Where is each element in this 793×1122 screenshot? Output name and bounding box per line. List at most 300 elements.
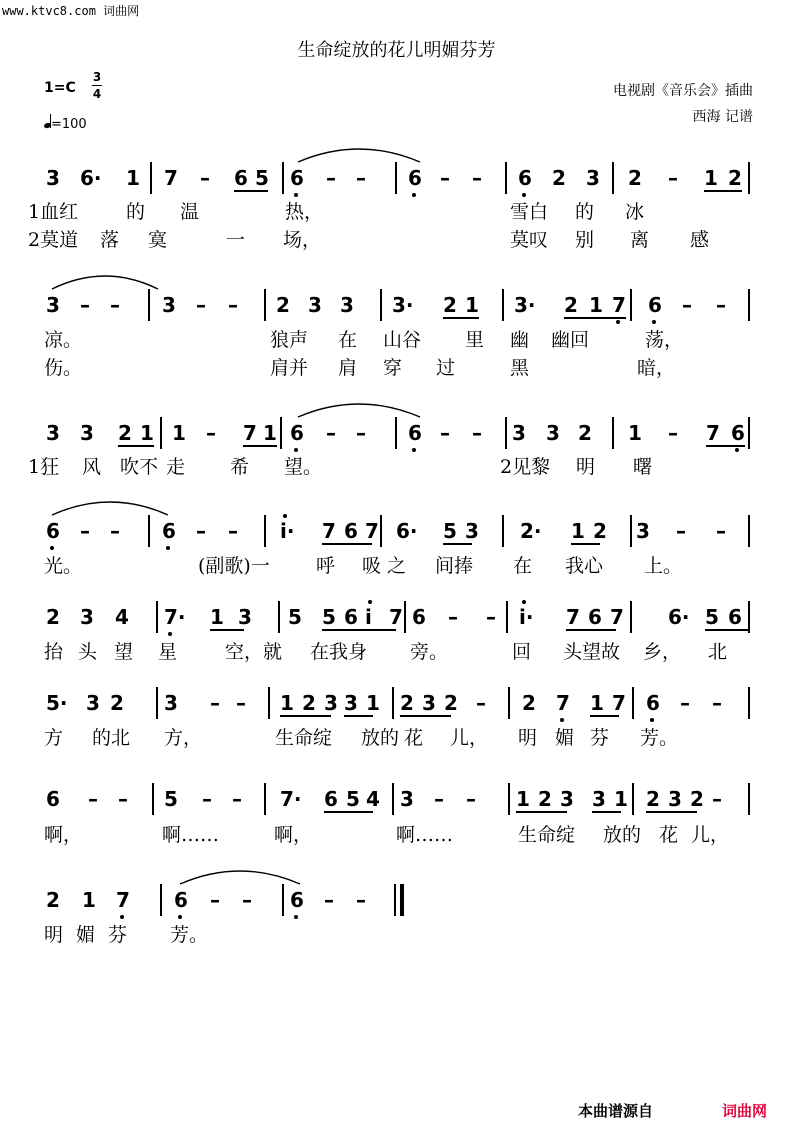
- note: 6: [46, 519, 60, 543]
- note: 7: [116, 888, 130, 912]
- tie-arc: [52, 276, 158, 289]
- note: –: [206, 421, 216, 445]
- note: 2: [578, 421, 592, 445]
- note: 6: [344, 519, 358, 543]
- bar-line: [392, 687, 394, 719]
- lyric-syllable: 明: [518, 727, 538, 749]
- note: 6: [648, 293, 662, 317]
- note: –: [196, 519, 206, 543]
- note: –: [440, 421, 450, 445]
- lyric-syllable: 媚: [76, 924, 96, 946]
- note: 3: [46, 421, 60, 445]
- bar-line: [748, 417, 750, 449]
- meter-bottom: 4: [92, 87, 102, 101]
- note: 3: [46, 293, 60, 317]
- bar-line: [156, 687, 158, 719]
- lyric-syllable: 莫叹: [510, 229, 549, 251]
- bar-line: [380, 289, 382, 321]
- note: –: [80, 293, 90, 317]
- note: 6: [290, 421, 304, 445]
- lyric-syllable: 啊……: [396, 824, 454, 846]
- note: 2: [443, 293, 457, 317]
- lyric-syllable: 一: [226, 229, 246, 251]
- lyric-syllable: 媚: [555, 727, 575, 749]
- lyric-syllable: 芳。: [640, 727, 679, 749]
- beam-underline: [344, 715, 373, 717]
- low-octave-dot: [120, 915, 124, 919]
- note: –: [88, 787, 98, 811]
- bar-line: [150, 162, 152, 194]
- lyric-syllable: 幽回: [551, 329, 590, 351]
- lyric-syllable: 2莫道: [28, 229, 79, 251]
- lyric-syllable: 场，: [283, 229, 322, 251]
- beam-underline: [706, 445, 745, 447]
- lyric-syllable: 2见黎: [500, 456, 551, 478]
- beam-underline: [118, 445, 154, 447]
- bar-line: [380, 515, 382, 547]
- high-octave-dot: [368, 600, 372, 604]
- note: 1: [590, 691, 604, 715]
- lyric-syllable: 落: [100, 229, 120, 251]
- bar-line: [280, 417, 282, 449]
- note: 3: [400, 787, 414, 811]
- note: 7: [389, 605, 403, 629]
- note: 2: [552, 166, 566, 190]
- lyric-syllable: 热，: [285, 201, 324, 223]
- beam-underline: [571, 543, 600, 545]
- note: 5: [164, 787, 178, 811]
- note: –: [200, 166, 210, 190]
- bar-line: [508, 687, 510, 719]
- low-octave-dot: [294, 448, 298, 452]
- note: 3: [560, 787, 574, 811]
- lyric-syllable: 啊，: [44, 824, 83, 846]
- note: –: [716, 293, 726, 317]
- bar-line: [632, 783, 634, 815]
- note: –: [712, 691, 722, 715]
- note: 7: [556, 691, 570, 715]
- note: 3: [162, 293, 176, 317]
- footer-source-label: 本曲谱源自: [578, 1102, 654, 1120]
- lyric-syllable: 在我身: [310, 641, 368, 663]
- note: 3: [324, 691, 338, 715]
- low-octave-dot: [560, 718, 564, 722]
- lyric-syllable: 凉。: [44, 329, 83, 351]
- note: 2·: [520, 519, 542, 543]
- note: –: [682, 293, 692, 317]
- bar-line: [630, 515, 632, 547]
- final-bar-thin: [394, 884, 396, 916]
- note: 3: [46, 166, 60, 190]
- lyric-syllable: 光。: [44, 555, 83, 577]
- lyric-syllable: 希: [230, 456, 250, 478]
- note: –: [668, 166, 678, 190]
- bar-line: [505, 417, 507, 449]
- bar-line: [268, 687, 270, 719]
- note: –: [210, 691, 220, 715]
- key-signature: 1=C: [44, 80, 76, 96]
- lyric-syllable: 啊，: [274, 824, 313, 846]
- note: 7: [164, 166, 178, 190]
- note: 1: [210, 605, 224, 629]
- final-bar-line: [400, 884, 404, 916]
- note: 3: [636, 519, 650, 543]
- bar-line: [502, 289, 504, 321]
- note: 7: [243, 421, 257, 445]
- note: 1: [366, 691, 380, 715]
- note: 1: [704, 166, 718, 190]
- lyric-syllable: 雪白: [510, 201, 549, 223]
- beam-underline: [705, 629, 748, 631]
- note: 5·: [46, 691, 68, 715]
- note: 7·: [280, 787, 302, 811]
- note: 6: [412, 605, 426, 629]
- lyric-syllable: 狼声: [270, 329, 309, 351]
- low-octave-dot: [168, 632, 172, 636]
- note: 7: [612, 293, 626, 317]
- lyric-syllable: 走: [166, 456, 186, 478]
- note: 6·: [396, 519, 418, 543]
- note: 3: [592, 787, 606, 811]
- beam-underline: [592, 811, 621, 813]
- lyric-syllable: 肩: [338, 357, 358, 379]
- lyric-syllable: 离: [630, 229, 650, 251]
- note: –: [434, 787, 444, 811]
- beam-underline: [243, 445, 277, 447]
- bar-line: [748, 162, 750, 194]
- lyric-syllable: 吹不: [120, 456, 159, 478]
- bar-line: [630, 601, 632, 633]
- bar-line: [508, 783, 510, 815]
- lyric-syllable: 间捧: [435, 555, 474, 577]
- note: –: [242, 888, 252, 912]
- note: –: [486, 605, 496, 629]
- lyric-syllable: 星: [158, 641, 178, 663]
- note: 5: [255, 166, 269, 190]
- note: 2: [276, 293, 290, 317]
- lyric-syllable: 暗，: [637, 357, 676, 379]
- bar-line: [612, 162, 614, 194]
- note: 6: [324, 787, 338, 811]
- lyric-syllable: 我心: [565, 555, 604, 577]
- note: 6: [408, 166, 422, 190]
- note: 1: [82, 888, 96, 912]
- lyric-syllable: 抬: [44, 641, 64, 663]
- low-octave-dot: [412, 448, 416, 452]
- note: 1: [614, 787, 628, 811]
- note: 3: [668, 787, 682, 811]
- beam-underline: [704, 190, 742, 192]
- note: 6·: [80, 166, 102, 190]
- low-octave-dot: [412, 193, 416, 197]
- lyric-syllable: 幽: [510, 329, 530, 351]
- note: 1: [628, 421, 642, 445]
- lyric-syllable: 感: [690, 229, 710, 251]
- lyric-syllable: 1血红: [28, 201, 79, 223]
- lyric-syllable: 明: [576, 456, 596, 478]
- note: 7: [566, 605, 580, 629]
- low-octave-dot: [522, 193, 526, 197]
- note: –: [202, 787, 212, 811]
- lyric-syllable: 北: [708, 641, 728, 663]
- beam-underline: [280, 715, 331, 717]
- lyric-syllable: 吸: [362, 555, 382, 577]
- note: 6: [174, 888, 188, 912]
- note: 3: [86, 691, 100, 715]
- lyric-syllable: 寞: [148, 229, 168, 251]
- lyric-syllable: 别: [575, 229, 595, 251]
- note: –: [196, 293, 206, 317]
- lyric-syllable: 1狂: [28, 456, 60, 478]
- note: 7: [612, 691, 626, 715]
- note: 1: [263, 421, 277, 445]
- note: –: [210, 888, 220, 912]
- note: i·: [280, 519, 295, 543]
- bar-line: [160, 417, 162, 449]
- note: 5: [346, 787, 360, 811]
- note: –: [472, 166, 482, 190]
- low-octave-dot: [294, 193, 298, 197]
- bar-line: [148, 289, 150, 321]
- beam-underline: [443, 543, 472, 545]
- lyric-syllable: 方，: [164, 727, 203, 749]
- bar-line: [282, 884, 284, 916]
- note: 1: [126, 166, 140, 190]
- lyric-syllable: 的: [575, 201, 595, 223]
- note: 2: [728, 166, 742, 190]
- beam-underline: [564, 317, 626, 319]
- bar-line: [148, 515, 150, 547]
- bar-line: [156, 601, 158, 633]
- lyric-syllable: 温: [180, 201, 200, 223]
- lyric-syllable: 花: [659, 824, 679, 846]
- note: –: [356, 421, 366, 445]
- lyric-syllable: 啊……: [162, 824, 220, 846]
- lyric-syllable: 明: [44, 924, 64, 946]
- low-octave-dot: [294, 915, 298, 919]
- note: 1: [589, 293, 603, 317]
- note: 3: [308, 293, 322, 317]
- note: –: [80, 519, 90, 543]
- lyric-syllable: 乡，: [643, 641, 682, 663]
- note: 3: [465, 519, 479, 543]
- lyric-syllable: 头望故: [563, 641, 621, 663]
- song-title: 生命绽放的花儿明媚芬芳: [297, 40, 496, 61]
- note: 1: [140, 421, 154, 445]
- note: –: [324, 888, 334, 912]
- meter-top: 3: [92, 70, 102, 84]
- note: 1: [516, 787, 530, 811]
- note: –: [716, 519, 726, 543]
- bar-line: [264, 289, 266, 321]
- lyric-syllable: 放的: [361, 727, 400, 749]
- song-source: 电视剧《音乐会》插曲: [613, 83, 753, 99]
- note: –: [668, 421, 678, 445]
- lyric-syllable: 芬: [108, 924, 128, 946]
- transcriber-credit: 西海 记谱: [692, 109, 753, 125]
- note: 7: [610, 605, 624, 629]
- note: 3: [164, 691, 178, 715]
- high-octave-dot: [522, 600, 526, 604]
- low-octave-dot: [50, 546, 54, 550]
- bar-line: [612, 417, 614, 449]
- beam-underline: [234, 190, 268, 192]
- time-signature: [92, 70, 102, 101]
- lyric-syllable: 荡，: [645, 329, 684, 351]
- lyric-syllable: 山谷: [383, 329, 422, 351]
- lyric-syllable: 肩并: [270, 357, 309, 379]
- note: 6: [344, 605, 358, 629]
- note: 6: [46, 787, 60, 811]
- low-octave-dot: [650, 718, 654, 722]
- note: –: [448, 605, 458, 629]
- note: –: [440, 166, 450, 190]
- bar-line: [748, 515, 750, 547]
- note: 1: [571, 519, 585, 543]
- note: –: [110, 519, 120, 543]
- note: 6: [290, 888, 304, 912]
- tie-arc: [52, 502, 168, 515]
- note: –: [476, 691, 486, 715]
- bar-line: [264, 515, 266, 547]
- beam-underline: [210, 629, 244, 631]
- lyric-syllable: 放的: [603, 824, 642, 846]
- note: 6: [408, 421, 422, 445]
- note: 2: [538, 787, 552, 811]
- note: 2: [46, 888, 60, 912]
- note: –: [356, 166, 366, 190]
- tempo-marking: [44, 114, 87, 132]
- tie-arc: [298, 149, 420, 162]
- note: –: [228, 293, 238, 317]
- note: –: [118, 787, 128, 811]
- lyric-syllable: 穿: [383, 357, 403, 379]
- lyric-syllable: 旁。: [410, 641, 449, 663]
- note: 6·: [668, 605, 690, 629]
- lyric-syllable: 芬: [590, 727, 610, 749]
- note: 6: [728, 605, 742, 629]
- note: 5: [443, 519, 457, 543]
- lyric-syllable: 儿，: [691, 824, 730, 846]
- note: –: [232, 787, 242, 811]
- note: 5: [288, 605, 302, 629]
- note: 7: [322, 519, 336, 543]
- note: 6: [234, 166, 248, 190]
- note: –: [466, 787, 476, 811]
- note: 1: [465, 293, 479, 317]
- bar-line: [160, 884, 162, 916]
- note: 2: [522, 691, 536, 715]
- lyric-syllable: 伤。: [44, 357, 83, 379]
- note: 2: [690, 787, 704, 811]
- note: 4: [366, 787, 380, 811]
- bar-line: [748, 601, 750, 633]
- bar-line: [392, 783, 394, 815]
- lyric-syllable: 黑: [510, 357, 530, 379]
- lyric-syllable: 头: [78, 641, 98, 663]
- note: 3: [422, 691, 436, 715]
- note: 6: [518, 166, 532, 190]
- note: –: [712, 787, 722, 811]
- beam-underline: [443, 317, 479, 319]
- bar-line: [282, 162, 284, 194]
- bar-line: [632, 687, 634, 719]
- site-watermark: www.ktvc8.com 词曲网: [2, 4, 140, 18]
- note: 7: [706, 421, 720, 445]
- lyric-syllable: 花: [404, 727, 424, 749]
- beam-underline: [646, 811, 697, 813]
- note: 2: [593, 519, 607, 543]
- bar-line: [748, 289, 750, 321]
- lyric-syllable: 芳。: [170, 924, 209, 946]
- lyric-syllable: 的: [126, 201, 146, 223]
- note: –: [676, 519, 686, 543]
- bar-line: [502, 515, 504, 547]
- note: 3: [340, 293, 354, 317]
- beam-underline: [322, 629, 396, 631]
- lyric-syllable: 方: [44, 727, 64, 749]
- note: 6: [290, 166, 304, 190]
- beam-underline: [400, 715, 451, 717]
- lyric-syllable: (副歌)一: [198, 555, 270, 577]
- lyric-syllable: 冰: [625, 201, 645, 223]
- lyric-syllable: 曙: [633, 456, 653, 478]
- lyric-syllable: 在: [338, 329, 358, 351]
- footer-site-link[interactable]: 词曲网: [722, 1102, 768, 1120]
- tie-arc: [180, 871, 300, 884]
- note: 1: [172, 421, 186, 445]
- note: –: [326, 166, 336, 190]
- lyric-syllable: 里: [465, 329, 485, 351]
- low-octave-dot: [178, 915, 182, 919]
- note: 2: [646, 787, 660, 811]
- lyric-syllable: 望: [114, 641, 134, 663]
- note: –: [110, 293, 120, 317]
- lyric-syllable: 过: [436, 357, 456, 379]
- lyric-syllable: 回: [512, 641, 532, 663]
- note: i·: [519, 605, 534, 629]
- bar-line: [404, 601, 406, 633]
- bar-line: [630, 289, 632, 321]
- low-octave-dot: [652, 320, 656, 324]
- low-octave-dot: [616, 320, 620, 324]
- note: i: [365, 605, 372, 629]
- note: –: [472, 421, 482, 445]
- lyric-syllable: 空，就: [225, 641, 283, 663]
- beam-underline: [590, 715, 619, 717]
- note: 2: [46, 605, 60, 629]
- lyric-syllable: 生命绽: [518, 824, 576, 846]
- note: 2: [118, 421, 132, 445]
- lyric-syllable: 风: [82, 456, 102, 478]
- low-octave-dot: [735, 448, 739, 452]
- note: 2: [628, 166, 642, 190]
- note: 6: [162, 519, 176, 543]
- lyric-syllable: 之: [387, 555, 407, 577]
- tempo-value: =100: [51, 117, 87, 132]
- note: 4: [115, 605, 129, 629]
- bar-line: [748, 687, 750, 719]
- low-octave-dot: [166, 546, 170, 550]
- note: 2: [564, 293, 578, 317]
- note: 6: [731, 421, 745, 445]
- note: 6: [588, 605, 602, 629]
- note: –: [236, 691, 246, 715]
- note: 7·: [164, 605, 186, 629]
- bar-line: [748, 783, 750, 815]
- note: 3·: [514, 293, 536, 317]
- beam-underline: [566, 629, 616, 631]
